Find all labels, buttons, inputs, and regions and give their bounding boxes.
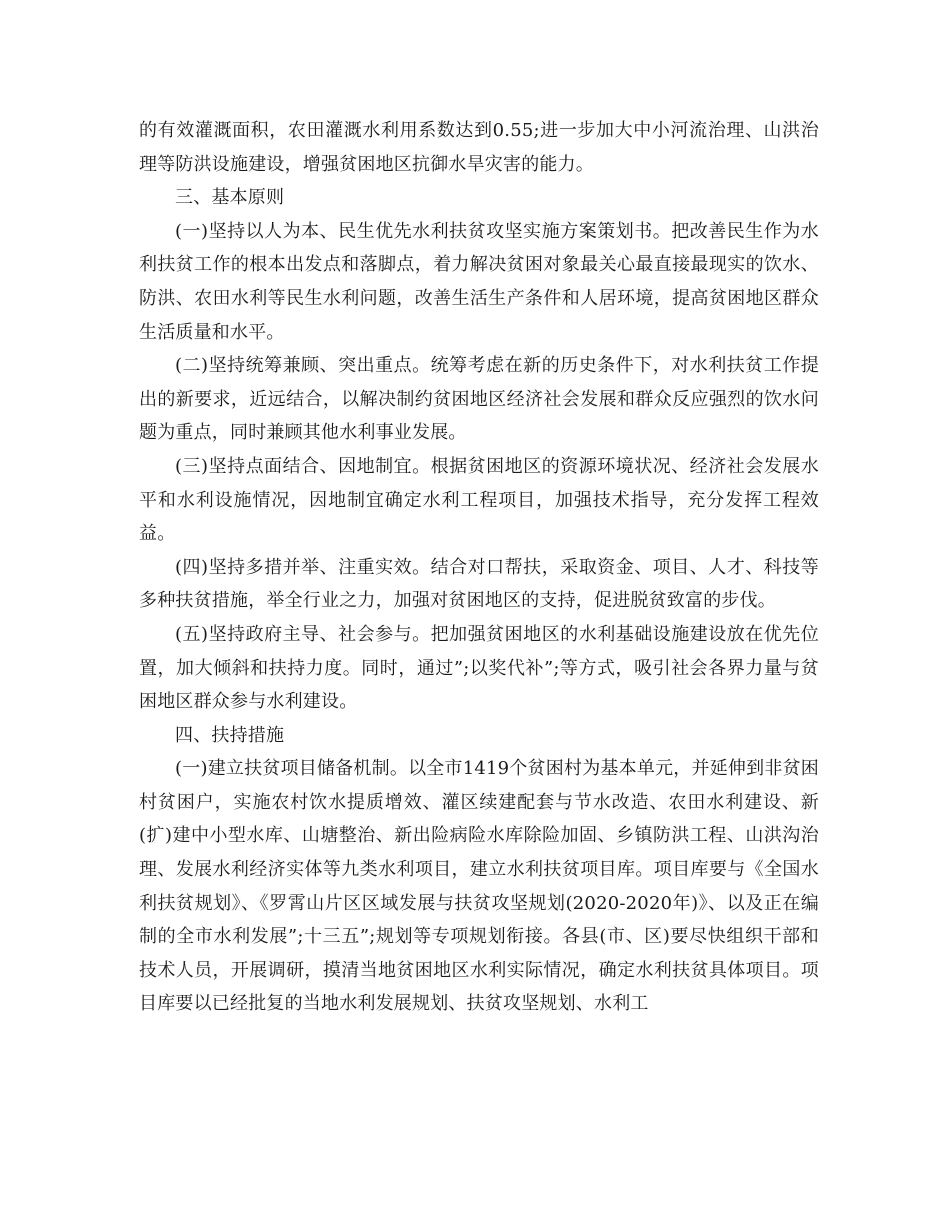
- paragraph-principle-3: (三)坚持点面结合、因地制宜。根据贫困地区的资源环境状况、经济社会发展水平和水利设施情况，因地制宜确定水利工程项目，加强技术指导，充分发挥工程效益。: [139, 455, 819, 545]
- paragraph-measure-1: (一)建立扶贫项目储备机制。以全市1419个贫困村为基本单元，并延伸到非贫困村贫困户，实施农村饮水提质增效、灌区续建配套与节水改造、农田水利建设、新(扩)建中小型水库、山塘整治、新出险病险水库除险加固、乡镇防洪工程、山洪沟治理、发展水利经济实体等九类水利项目，建立水利扶贫项目库。项目库要与《全国水利扶贫规划》、《罗霄山片区区域发展与扶贫攻坚规划(2020-2020年)》、以及正在编制的全市水利发展”;十三五”;规划等专项规划衔接。各县(市、区)要尽快组织干部和技术人员，开展调研，摸清当地贫困地区水利实际情况，确定水利扶贫具体项目。项目库要以已经批复的当地水利发展规划、扶贫攻坚规划、水利工: [139, 758, 819, 1015]
- paragraph-continuation: 的有效灌溉面积，农田灌溉水利用系数达到0.55;进一步加大中小河流治理、山洪治理等防洪设施建设，增强贫困地区抗御水旱灾害的能力。: [139, 120, 819, 175]
- section-heading-basic-principles: 三、基本原则: [175, 187, 285, 209]
- paragraph-principle-4: (四)坚持多措并举、注重实效。结合对口帮扶，采取资金、项目、人才、科技等多种扶贫措施，举全行业之力，加强对贫困地区的支持，促进脱贫致富的步伐。: [139, 556, 819, 612]
- paragraph-principle-1: (一)坚持以人为本、民生优先水利扶贫攻坚实施方案策划书。把改善民生作为水利扶贫工作的根本出发点和落脚点，着力解决贫困对象最关心最直接最现实的饮水、防洪、农田水利等民生水利问题，改善生活生产条件和人居环境，提高贫困地区群众生活质量和水平。: [139, 220, 819, 343]
- paragraph-principle-2: (二)坚持统筹兼顾、突出重点。统筹考虑在新的历史条件下，对水利扶贫工作提出的新要求，近远结合，以解决制约贫困地区经济社会发展和群众反应强烈的饮水问题为重点，同时兼顾其他水利事业发展。: [139, 355, 819, 444]
- section-heading-support-measures: 四、扶持措施: [175, 724, 285, 746]
- paragraph-principle-5: (五)坚持政府主导、社会参与。把加强贫困地区的水利基础设施建设放在优先位置，加大倾斜和扶持力度。同时，通过”;以奖代补”;等方式，吸引社会各界力量与贫困地区群众参与水利建设。: [139, 623, 819, 713]
- document-body: [139, 114, 819, 1021]
